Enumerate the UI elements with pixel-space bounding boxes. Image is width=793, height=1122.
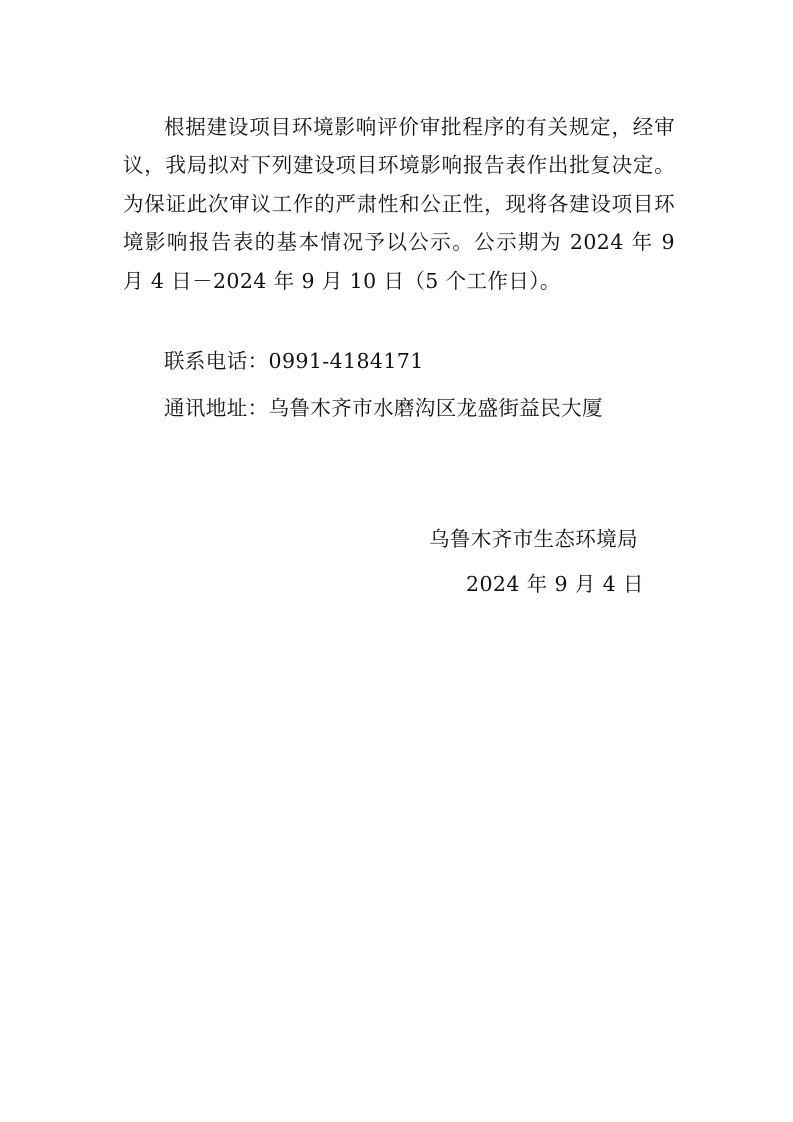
contact-address-line bbox=[164, 393, 603, 423]
signature-date: 2024 年 9 月 4 日 bbox=[466, 572, 644, 596]
notice-paragraph: 根据建设项目环境影响评价审批程序的有关规定，经审议，我局拟对下列建设项目环境影响报告表作出批复决定。为保证此次审议工作的严肃性和公正性，现将各建设项目环境影响报告表的基本情况予以公示。公示期为 2024 年 9 月 4 日－2024 年 9 月 10 日（5 个工作日）。 bbox=[123, 115, 675, 293]
address-label: 通讯地址： bbox=[164, 396, 269, 420]
address-value: 乌鲁木齐市水磨沟区龙盛街益民大厦 bbox=[268, 396, 603, 420]
signature-organization: 乌鲁木齐市生态环境局 bbox=[429, 527, 638, 551]
phone-number: 0991-4184171 bbox=[268, 349, 424, 373]
contact-phone-line bbox=[164, 346, 424, 376]
phone-label: 联系电话： bbox=[164, 349, 269, 373]
